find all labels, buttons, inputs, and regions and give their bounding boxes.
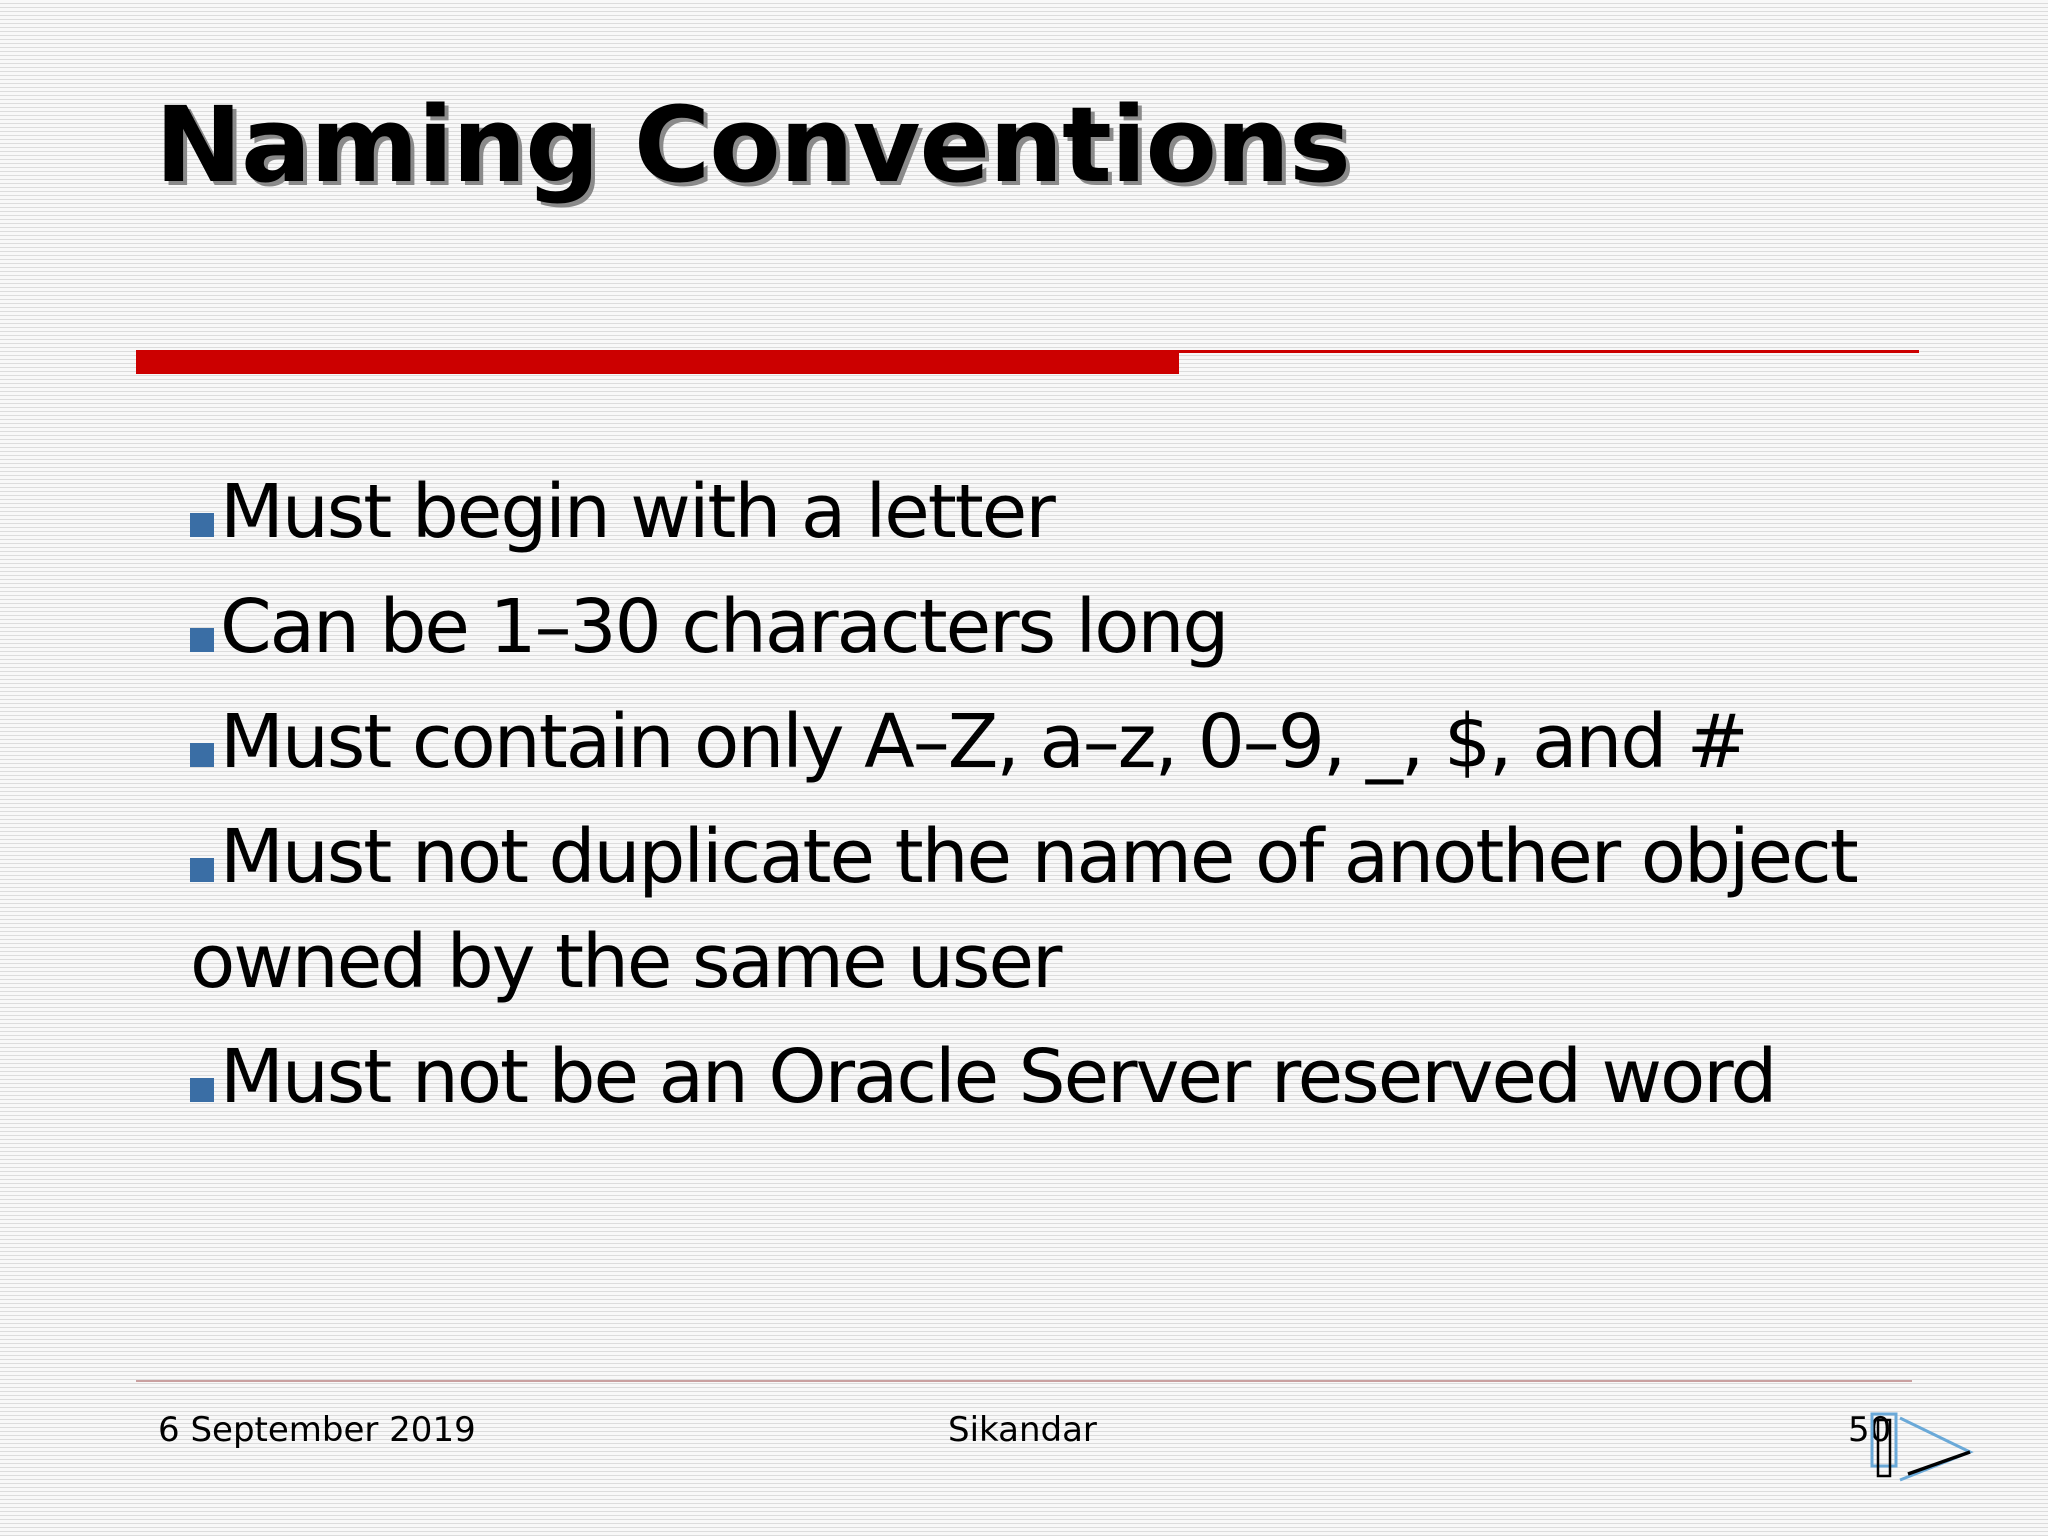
page-number: 50 [1848,1410,1892,1450]
bullet-item [190,575,1890,680]
slide-title: Naming Conventions [155,84,1350,206]
footer-divider [136,1380,1912,1382]
footer-date: 6 September 2019 [158,1410,476,1450]
bullet-item [190,460,1890,565]
square-bullet-icon [190,858,214,882]
square-bullet-icon [190,743,214,767]
bullet-text: Must not be an Oracle Server reserved word [220,1034,1776,1120]
next-slide-icon[interactable] [1870,1412,1982,1484]
square-bullet-icon [190,1078,214,1102]
title-underline-thin [1179,350,1919,353]
bullet-item [190,805,1890,1015]
title-underline-thick [136,350,1179,374]
bullet-text: Must not duplicate the name of another object owned by the same user [190,814,1857,1005]
footer-author: Sikandar [948,1410,1097,1450]
bullet-list [190,460,1890,1140]
bullet-text: Must contain only A–Z, a–z, 0–9, _, $, and # [220,699,1747,785]
square-bullet-icon [190,513,214,537]
bullet-text: Can be 1–30 characters long [220,584,1228,670]
bullet-item [190,1025,1890,1130]
bullet-item [190,690,1890,795]
bullet-text: Must begin with a letter [220,469,1054,555]
square-bullet-icon [190,628,214,652]
